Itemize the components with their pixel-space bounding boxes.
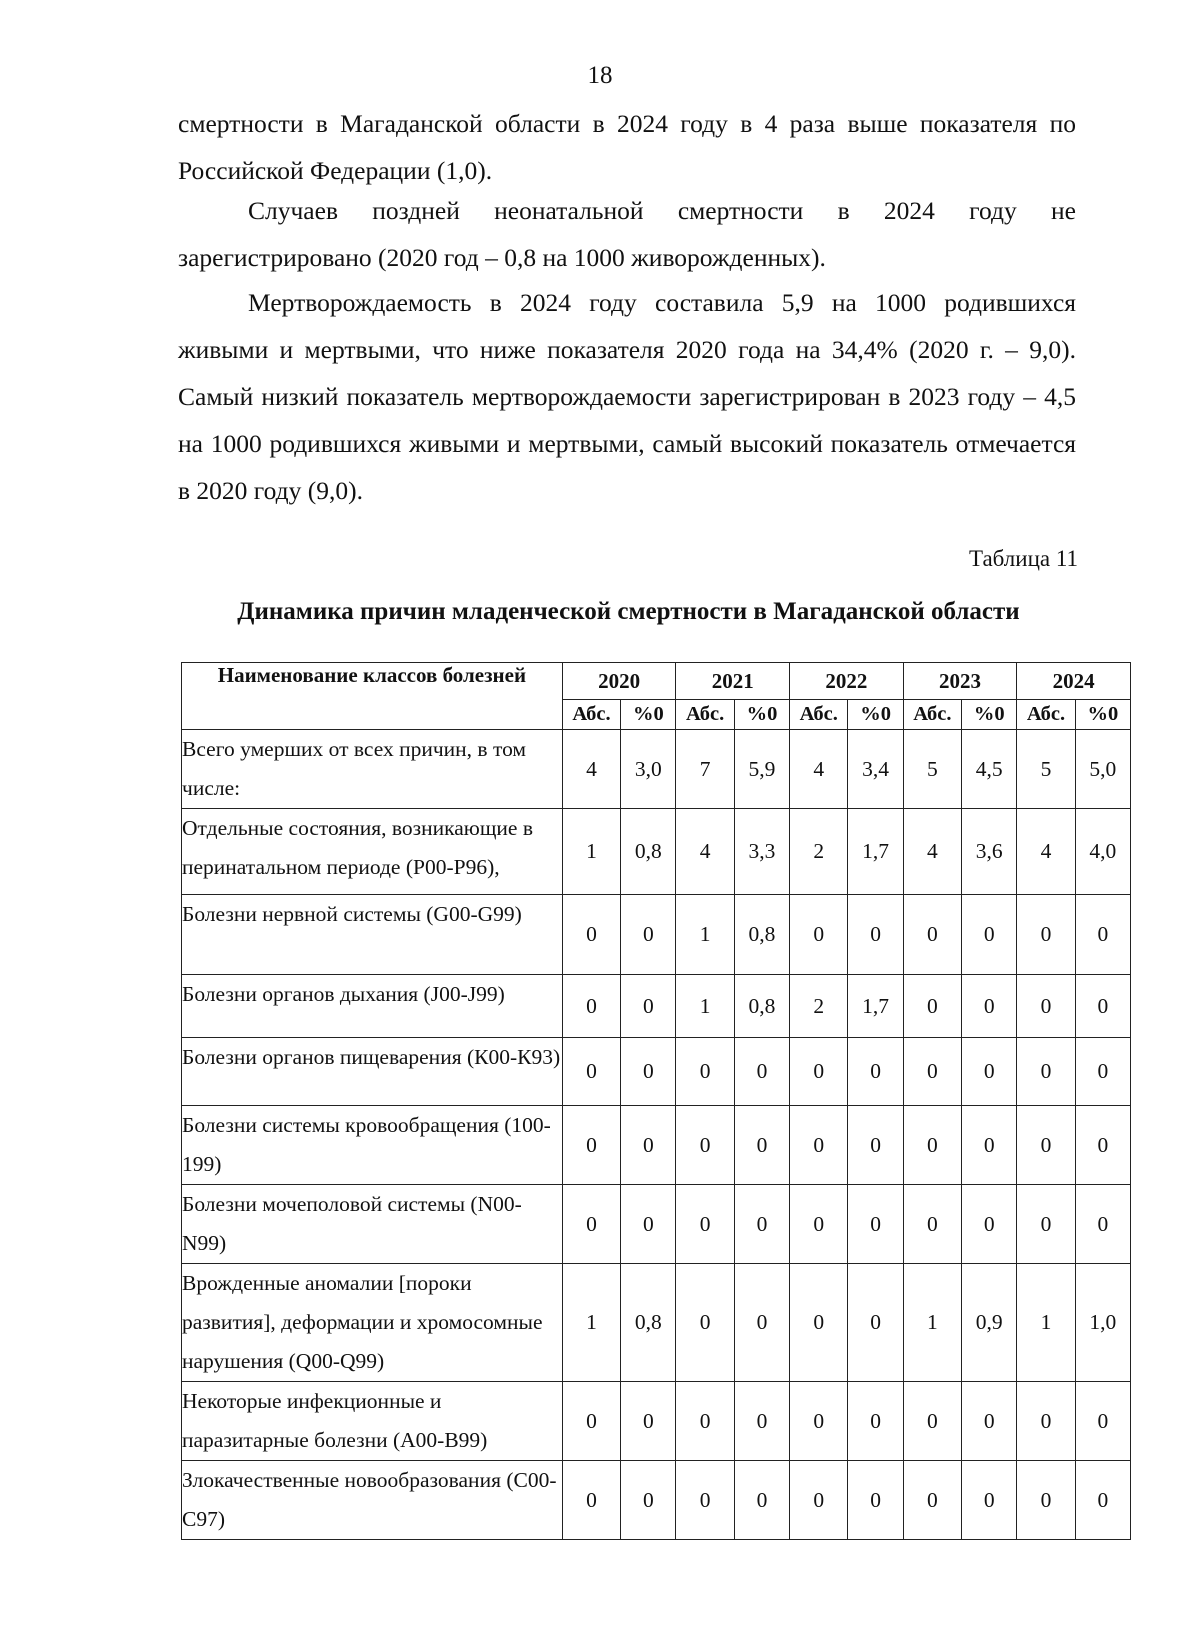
cell-per-mille-value: 0,8 xyxy=(621,1264,676,1382)
cell-per-mille-value: 0,9 xyxy=(962,1264,1017,1382)
cell-abs-value: 4 xyxy=(676,809,734,895)
column-header-year: 2020 xyxy=(562,663,676,700)
row-label-disease-class: Злокачественные новообразования (С00- С97) xyxy=(182,1461,563,1540)
cell-abs-value: 0 xyxy=(903,975,961,1038)
cell-abs-value: 4 xyxy=(1017,809,1075,895)
cell-per-mille-value: 0 xyxy=(734,1264,789,1382)
cell-per-mille-value: 0 xyxy=(848,1264,903,1382)
cell-abs-value: 0 xyxy=(1017,1038,1075,1106)
cell-abs-value: 0 xyxy=(562,975,620,1038)
cell-per-mille-value: 0 xyxy=(734,1038,789,1106)
cell-per-mille-value: 0,8 xyxy=(734,895,789,975)
column-header-disease-class: Наименование классов болезней xyxy=(182,663,563,730)
cell-abs-value: 0 xyxy=(676,1264,734,1382)
table-row xyxy=(182,975,1131,1038)
cell-per-mille-value: 0 xyxy=(962,1106,1017,1185)
cell-abs-value: 1 xyxy=(903,1264,961,1382)
table-header-row xyxy=(182,663,1131,700)
cell-per-mille-value: 0 xyxy=(1075,1106,1130,1185)
cell-abs-value: 1 xyxy=(676,975,734,1038)
subheader-abs: Абс. xyxy=(562,700,620,730)
cell-per-mille-value: 0 xyxy=(621,1038,676,1106)
cell-per-mille-value: 0 xyxy=(848,1461,903,1540)
table-row xyxy=(182,895,1131,975)
subheader-per-mille: %0 xyxy=(621,700,676,730)
cell-per-mille-value: 3,3 xyxy=(734,809,789,895)
cell-per-mille-value: 0,8 xyxy=(621,809,676,895)
cell-per-mille-value: 0,8 xyxy=(734,975,789,1038)
cell-per-mille-value: 4,0 xyxy=(1075,809,1130,895)
row-label-disease-class: Болезни органов дыхания (J00-J99) xyxy=(182,975,563,1038)
cell-abs-value: 0 xyxy=(1017,1461,1075,1540)
cell-abs-value: 0 xyxy=(676,1038,734,1106)
cell-per-mille-value: 0 xyxy=(621,1382,676,1461)
column-header-year: 2022 xyxy=(790,663,904,700)
column-header-year: 2023 xyxy=(903,663,1017,700)
cell-abs-value: 0 xyxy=(790,1382,848,1461)
cell-abs-value: 2 xyxy=(790,975,848,1038)
table-label: Таблица 11 xyxy=(968,546,1078,571)
cell-abs-value: 0 xyxy=(562,1185,620,1264)
cell-per-mille-value: 0 xyxy=(962,1461,1017,1540)
cell-per-mille-value: 1,7 xyxy=(848,809,903,895)
cell-per-mille-value: 0 xyxy=(621,1106,676,1185)
cell-per-mille-value: 0 xyxy=(1075,895,1130,975)
cell-per-mille-value: 1,0 xyxy=(1075,1264,1130,1382)
cell-abs-value: 0 xyxy=(903,1461,961,1540)
cell-per-mille-value: 0 xyxy=(848,1382,903,1461)
cell-abs-value: 0 xyxy=(1017,1106,1075,1185)
cell-abs-value: 1 xyxy=(1017,1264,1075,1382)
cell-abs-value: 0 xyxy=(562,895,620,975)
table-row xyxy=(182,1264,1131,1382)
table-row xyxy=(182,809,1131,895)
cell-per-mille-value: 3,0 xyxy=(621,730,676,809)
paragraph-neonatal: Случаев поздней неонатальной смертности в 2024 году не зарегистрировано (2020 год – 0,8 на 1000 живорожденных). xyxy=(178,196,1076,272)
cell-abs-value: 0 xyxy=(790,1185,848,1264)
row-label-disease-class: Врожденные аномалии [пороки развития], деформации и хромосомные нарушения (Q00-Q99) xyxy=(182,1264,563,1382)
mortality-causes-table xyxy=(181,662,1131,1540)
row-label-disease-class: Некоторые инфекционные и паразитарные болезни (А00-В99) xyxy=(182,1382,563,1461)
paragraph-stillbirth: Мертворождаемость в 2024 году составила 5,9 на 1000 родившихся живыми и мертвыми, что ниже показателя 2020 года на 34,4% (2020 г. – 9,0). Самый низкий показатель мертворождаемости зарегистрирован в 2023 году – 4,5 на 1000 родившихся живыми и мертвыми, самый высокий показатель отмечается в 2020 году (9,0). xyxy=(178,288,1076,505)
cell-abs-value: 0 xyxy=(903,1106,961,1185)
cell-per-mille-value: 5,0 xyxy=(1075,730,1130,809)
cell-abs-value: 0 xyxy=(1017,895,1075,975)
cell-abs-value: 0 xyxy=(903,895,961,975)
cell-abs-value: 0 xyxy=(676,1382,734,1461)
cell-per-mille-value: 0 xyxy=(848,1038,903,1106)
cell-per-mille-value: 4,5 xyxy=(962,730,1017,809)
cell-abs-value: 0 xyxy=(790,1038,848,1106)
table-row xyxy=(182,1106,1131,1185)
cell-per-mille-value: 0 xyxy=(621,975,676,1038)
page-number: 18 xyxy=(587,62,613,89)
cell-per-mille-value: 3,6 xyxy=(962,809,1017,895)
cell-per-mille-value: 1,7 xyxy=(848,975,903,1038)
subheader-abs: Абс. xyxy=(1017,700,1075,730)
cell-abs-value: 1 xyxy=(676,895,734,975)
cell-abs-value: 0 xyxy=(1017,975,1075,1038)
cell-abs-value: 4 xyxy=(790,730,848,809)
row-label-disease-class: Болезни мочеполовой системы (N00-N99) xyxy=(182,1185,563,1264)
cell-per-mille-value: 5,9 xyxy=(734,730,789,809)
cell-abs-value: 0 xyxy=(790,1461,848,1540)
cell-per-mille-value: 3,4 xyxy=(848,730,903,809)
cell-abs-value: 0 xyxy=(790,1264,848,1382)
cell-abs-value: 4 xyxy=(562,730,620,809)
cell-per-mille-value: 0 xyxy=(962,1038,1017,1106)
column-header-year: 2024 xyxy=(1017,663,1131,700)
cell-per-mille-value: 0 xyxy=(621,1185,676,1264)
cell-abs-value: 0 xyxy=(562,1382,620,1461)
cell-per-mille-value: 0 xyxy=(621,1461,676,1540)
cell-per-mille-value: 0 xyxy=(848,1106,903,1185)
cell-per-mille-value: 0 xyxy=(1075,1038,1130,1106)
cell-abs-value: 5 xyxy=(903,730,961,809)
subheader-per-mille: %0 xyxy=(962,700,1017,730)
table-row xyxy=(182,730,1131,809)
cell-abs-value: 0 xyxy=(676,1185,734,1264)
cell-abs-value: 0 xyxy=(903,1038,961,1106)
table-row xyxy=(182,1038,1131,1106)
row-label-disease-class: Болезни нервной системы (G00-G99) xyxy=(182,895,563,975)
cell-per-mille-value: 0 xyxy=(1075,975,1130,1038)
table-row xyxy=(182,1461,1131,1540)
table-row xyxy=(182,1185,1131,1264)
cell-abs-value: 0 xyxy=(562,1461,620,1540)
cell-per-mille-value: 0 xyxy=(1075,1461,1130,1540)
row-label-disease-class: Болезни системы кровообращения (100- 199) xyxy=(182,1106,563,1185)
cell-abs-value: 0 xyxy=(676,1106,734,1185)
cell-per-mille-value: 0 xyxy=(1075,1382,1130,1461)
cell-per-mille-value: 0 xyxy=(848,1185,903,1264)
cell-per-mille-value: 0 xyxy=(734,1185,789,1264)
cell-per-mille-value: 0 xyxy=(734,1382,789,1461)
cell-abs-value: 7 xyxy=(676,730,734,809)
cell-abs-value: 0 xyxy=(903,1185,961,1264)
row-label-disease-class: Отдельные состояния, возникающие в перинатальном периоде (Р00-Р96), xyxy=(182,809,563,895)
cell-abs-value: 0 xyxy=(790,895,848,975)
cell-abs-value: 4 xyxy=(903,809,961,895)
subheader-per-mille: %0 xyxy=(848,700,903,730)
cell-abs-value: 0 xyxy=(562,1038,620,1106)
row-label-disease-class: Всего умерших от всех причин, в том числе: xyxy=(182,730,563,809)
cell-abs-value: 0 xyxy=(903,1382,961,1461)
subheader-abs: Абс. xyxy=(790,700,848,730)
column-header-year: 2021 xyxy=(676,663,790,700)
cell-abs-value: 5 xyxy=(1017,730,1075,809)
cell-per-mille-value: 0 xyxy=(734,1106,789,1185)
cell-abs-value: 1 xyxy=(562,809,620,895)
cell-per-mille-value: 0 xyxy=(1075,1185,1130,1264)
cell-abs-value: 0 xyxy=(1017,1185,1075,1264)
paragraph-continuation: смертности в Магаданской области в 2024 году в 4 раза выше показателя по Российской Федерации (1,0). xyxy=(178,109,1076,185)
cell-abs-value: 0 xyxy=(676,1461,734,1540)
subheader-abs: Абс. xyxy=(903,700,961,730)
table-body xyxy=(182,730,1131,1540)
table-row xyxy=(182,1382,1131,1461)
cell-abs-value: 0 xyxy=(1017,1382,1075,1461)
cell-per-mille-value: 0 xyxy=(962,975,1017,1038)
cell-abs-value: 0 xyxy=(790,1106,848,1185)
cell-abs-value: 0 xyxy=(562,1106,620,1185)
cell-per-mille-value: 0 xyxy=(962,895,1017,975)
cell-per-mille-value: 0 xyxy=(621,895,676,975)
row-label-disease-class: Болезни органов пищеварения (К00-К93) xyxy=(182,1038,563,1106)
cell-per-mille-value: 0 xyxy=(962,1185,1017,1264)
cell-per-mille-value: 0 xyxy=(962,1382,1017,1461)
cell-per-mille-value: 0 xyxy=(848,895,903,975)
cell-per-mille-value: 0 xyxy=(734,1461,789,1540)
cell-abs-value: 2 xyxy=(790,809,848,895)
table-title: Динамика причин младенческой смертности в Магаданской области xyxy=(237,598,1020,625)
subheader-per-mille: %0 xyxy=(1075,700,1130,730)
cell-abs-value: 1 xyxy=(562,1264,620,1382)
subheader-abs: Абс. xyxy=(676,700,734,730)
subheader-per-mille: %0 xyxy=(734,700,789,730)
